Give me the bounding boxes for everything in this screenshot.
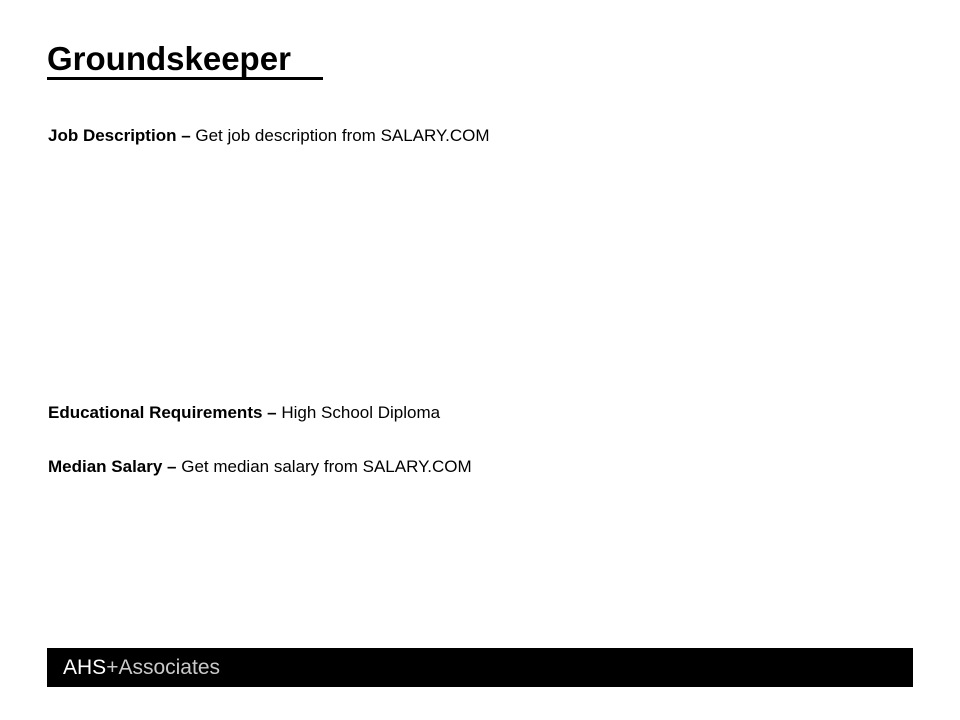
median-salary-label: Median Salary <box>48 457 163 476</box>
footer-brand-main: AHS <box>63 656 107 679</box>
job-description-value: Get job description from SALARY.COM <box>195 126 490 145</box>
median-salary-value: Get median salary from SALARY.COM <box>181 457 472 476</box>
footer-bar <box>47 648 913 687</box>
page-title: Groundskeeper <box>47 40 291 77</box>
education-separator: – <box>262 403 282 422</box>
job-description-row <box>48 125 490 147</box>
footer-brand <box>63 656 220 680</box>
education-value: High School Diploma <box>281 403 441 422</box>
median-salary-separator: – <box>162 457 182 476</box>
education-row <box>48 402 440 424</box>
title-underline <box>47 77 323 80</box>
job-description-separator: – <box>176 126 196 145</box>
footer-brand-rest: +Associates <box>106 656 220 679</box>
median-salary-row <box>48 456 472 478</box>
education-label: Educational Requirements <box>48 403 263 422</box>
job-description-label: Job Description <box>48 126 177 145</box>
